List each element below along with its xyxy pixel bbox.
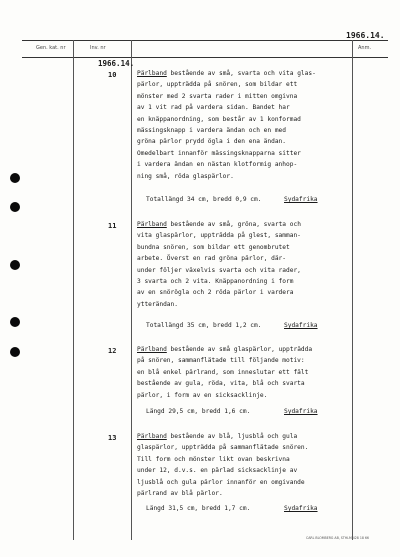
entry-number: 13 — [108, 434, 117, 442]
entry-number: 12 — [108, 347, 117, 355]
entry-description — [137, 219, 365, 310]
entry-description — [137, 68, 365, 182]
entry-origin: Sydafrika — [284, 322, 318, 329]
entry-origin: Sydafrika — [284, 196, 318, 203]
entry-line: under följer växelvis svarta och vita rader, — [137, 266, 301, 274]
entry-line: bestående av små, svarta och vita glas- — [170, 70, 316, 77]
header-inv: Inv. nr — [90, 45, 106, 51]
entry-line: av en snörögla och 2 röda pärlor i vardera — [137, 289, 294, 297]
entry-number: 11 — [108, 222, 117, 230]
entry-line: en blå enkel pärlrand, som inneslutar ett fält — [137, 368, 309, 376]
entry-line: under 12, d.v.s. en pärlad sicksacklinje av — [137, 467, 298, 475]
punch-hole — [10, 173, 20, 183]
entry-origin: Sydafrika — [284, 505, 318, 512]
entry-line: bestående av gula, röda, vita, blå och svarta — [137, 380, 305, 388]
entry-line: bestående av små, gröna, svarta och — [170, 221, 301, 228]
entry-line: pärlrand av blå pärlor. — [137, 490, 223, 498]
entry-line: pärlor, i form av en sicksacklinje. — [137, 391, 268, 399]
entry-line: i vardera ändan en nästan klotformig anhop- — [137, 161, 298, 169]
entry-line: ning små, röda glaspärlor. — [137, 172, 234, 180]
entry-line: ljusblå och gula pärlor innanför en omgivande — [137, 478, 305, 486]
entry-line: 3 svarta och 2 vita. Knäppanordning i form — [137, 278, 294, 286]
entry-term: Pärlband — [137, 221, 167, 228]
entry-line: Till form och mönster likt ovan beskrivna — [137, 455, 290, 463]
entry-term: Pärlband — [137, 433, 167, 440]
entry-line: vita glaspärlor, uppträdda på glest, samman- — [137, 232, 301, 240]
punch-hole — [10, 347, 20, 357]
catalog-number: 1966.14. — [346, 31, 385, 40]
column-divider — [73, 40, 74, 540]
entry-line: en knäppanordning, som består av 1 konformad — [137, 115, 301, 123]
entry-line: mässingsknapp i vardera ändan och en med — [137, 127, 287, 135]
entry-line: bestående av små glaspärlor, uppträdda — [170, 346, 313, 353]
entry-measurement: Totallängd 35 cm, bredd 1,2 cm. — [146, 322, 262, 329]
column-header-row — [22, 40, 388, 58]
entry-line: pärlor, uppträdda på snören, som bildar ett — [137, 81, 298, 89]
entry-number: 10 — [108, 71, 117, 79]
punch-hole — [10, 202, 20, 212]
entry-description — [137, 344, 365, 401]
entry-line: bundna snören, som bildar ett genombrutet — [137, 243, 290, 251]
entry-measurement: Längd 29,5 cm, bredd 1,6 cm. — [146, 408, 251, 415]
entry-line: på snören, sammanflätade till följande motiv: — [137, 357, 305, 365]
entry-origin: Sydafrika — [284, 408, 318, 415]
printer-imprint: CARL BLOMBERG AB, STHLM 428 18 66 — [306, 536, 369, 540]
entry-measurement: Totallängd 34 cm, bredd 0,9 cm. — [146, 196, 262, 203]
entry-line: mönster med 2 svarta rader i mitten omgivna — [137, 92, 298, 100]
entry-line: glaspärlor, uppträdda på sammanflätade snören. — [137, 444, 309, 452]
header-anm: Anm. — [358, 45, 372, 51]
entry-measurement: Längd 31,5 cm, bredd 1,7 cm. — [146, 505, 251, 512]
entry-line: gröna pärlor prydd ögla i den ena ändan. — [137, 138, 287, 146]
entry-line: bestående av blå, ljusblå och gula — [170, 433, 298, 440]
header-gen-kat: Gen. kat. nr — [36, 45, 66, 51]
entry-line: av 1 vit rad på vardera sidan. Bandet har — [137, 104, 290, 112]
entry-description — [137, 431, 365, 499]
punch-hole — [10, 317, 20, 327]
column-divider — [131, 40, 132, 540]
entry-line: Omedelbart innanför mässingsknapparna sitter — [137, 149, 301, 157]
entry-line: arbete. Överst en rad gröna pärlor, där- — [137, 255, 287, 263]
entry-line: ytterändan. — [137, 300, 178, 308]
punch-hole — [10, 260, 20, 270]
entry-term: Pärlband — [137, 346, 167, 353]
entry-term: Pärlband — [137, 70, 167, 77]
entry-date: 1966.14. — [98, 59, 135, 68]
